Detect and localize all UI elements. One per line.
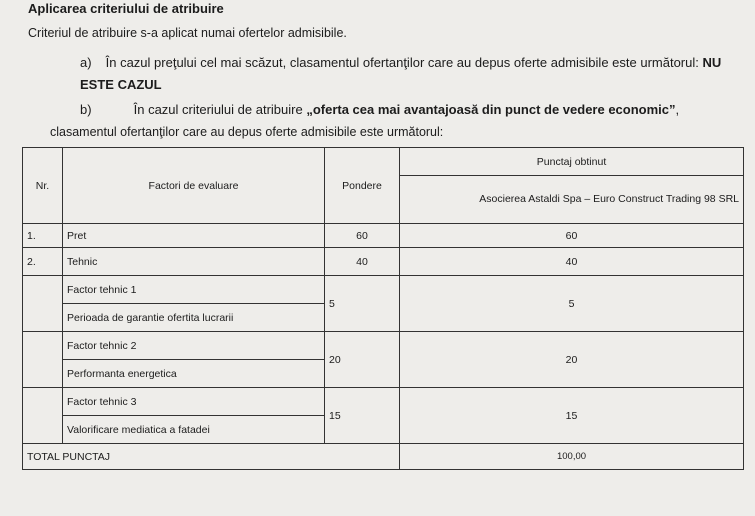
evaluation-table xyxy=(22,147,744,470)
row-weight: 40 xyxy=(325,248,400,276)
row-weight: 5 xyxy=(325,276,400,332)
table-row xyxy=(23,388,744,416)
table-row xyxy=(23,332,744,360)
total-label: TOTAL PUNCTAJ xyxy=(23,444,400,470)
row-subfactor: Performanta energetica xyxy=(63,360,325,388)
item-a-bold: NU ESTE CAZUL xyxy=(80,55,722,92)
row-score: 15 xyxy=(400,388,744,444)
row-score: 40 xyxy=(400,248,744,276)
row-factor: Factor tehnic 1 xyxy=(63,276,325,304)
row-factor: Tehnic xyxy=(63,248,325,276)
row-score: 5 xyxy=(400,276,744,332)
row-score: 20 xyxy=(400,332,744,388)
row-nr-empty xyxy=(23,388,63,444)
intro-text: Criteriul de atribuire s-a aplicat numai ofertelor admisibile. xyxy=(28,26,347,40)
section-heading: Aplicarea criteriului de atribuire xyxy=(28,1,224,16)
row-score: 60 xyxy=(400,224,744,248)
row-weight: 60 xyxy=(325,224,400,248)
header-weight: Pondere xyxy=(325,148,400,224)
classament-text: clasamentul ofertanţilor care au depus oferte admisibile este următorul: xyxy=(50,125,444,139)
header-factors: Factori de evaluare xyxy=(63,148,325,224)
item-b xyxy=(80,102,679,117)
row-factor: Factor tehnic 2 xyxy=(63,332,325,360)
row-subfactor: Valorificare mediatica a fatadei xyxy=(63,416,325,444)
table-row xyxy=(23,224,744,248)
item-b-text: În cazul criteriului de atribuire xyxy=(133,102,307,117)
item-b-label: b) xyxy=(80,102,92,117)
row-factor: Factor tehnic 3 xyxy=(63,388,325,416)
row-nr: 1. xyxy=(23,224,63,248)
item-a-text: În cazul preţului cel mai scăzut, clasamentul ofertanţilor care au depus oferte admisibile este următorul: xyxy=(105,55,703,70)
item-b-bold: „oferta cea mai avantajoasă din punct de vedere economic” xyxy=(306,102,676,117)
item-a-label: a) xyxy=(80,55,92,70)
row-nr-empty xyxy=(23,276,63,332)
row-subfactor: Perioada de garantie ofertita lucrarii xyxy=(63,304,325,332)
item-b-after: , xyxy=(675,102,680,117)
item-a xyxy=(80,52,750,96)
row-factor: Pret xyxy=(63,224,325,248)
header-score: Punctaj obtinut xyxy=(400,148,744,176)
total-row xyxy=(23,444,744,470)
total-value: 100,00 xyxy=(400,444,744,470)
header-bidder: Asocierea Astaldi Spa – Euro Construct Trading 98 SRL xyxy=(400,176,744,224)
row-nr-empty xyxy=(23,332,63,388)
row-weight: 15 xyxy=(325,388,400,444)
row-nr: 2. xyxy=(23,248,63,276)
row-weight: 20 xyxy=(325,332,400,388)
table-row xyxy=(23,276,744,304)
table-row xyxy=(23,248,744,276)
header-nr: Nr. xyxy=(23,148,63,224)
